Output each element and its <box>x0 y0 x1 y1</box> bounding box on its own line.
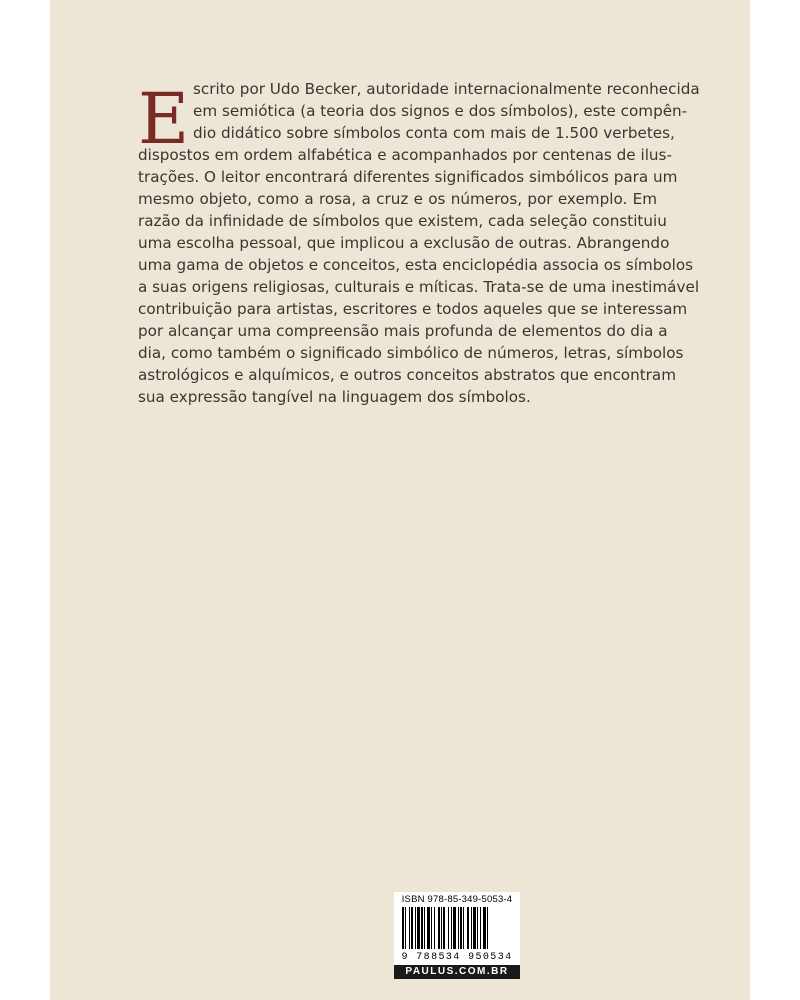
barcode-bars-icon <box>400 907 514 951</box>
text-line: scrito por Udo Becker, autoridade internacionalmente reconhecida <box>193 80 700 98</box>
text-line: trações. O leitor encontrará diferentes significados simbólicos para um <box>138 168 678 186</box>
text-line: uma escolha pessoal, que implicou a exclusão de outras. Abrangendo <box>138 234 670 252</box>
barcode-label <box>394 892 520 965</box>
isbn-number: ISBN 978-85-349-5053-4 <box>401 894 513 905</box>
text-line: dispostos em ordem alfabética e acompanhados por centenas de ilus- <box>138 146 672 164</box>
text-line: dia, como também o significado simbólico de números, letras, símbolos <box>138 344 684 362</box>
barcode-digits: 9 788534 950534 <box>401 952 513 963</box>
text-line: dio didático sobre símbolos conta com mais de 1.500 verbetes, <box>193 124 675 142</box>
synopsis-text <box>138 78 700 408</box>
text-line: uma gama de objetos e conceitos, esta enciclopédia associa os símbolos <box>138 256 694 274</box>
text-line: razão da infinidade de símbolos que existem, cada seleção constituiu <box>138 212 667 230</box>
publisher-url: PAULUS.COM.BR <box>394 965 520 979</box>
text-line: a suas origens religiosas, culturais e míticas. Trata-se de uma inestimável <box>138 278 700 296</box>
drop-cap: E <box>138 78 190 160</box>
isbn-barcode <box>394 892 520 980</box>
book-back-cover <box>50 0 750 1000</box>
text-line: astrológicos e alquímicos, e outros conceitos abstratos que encontram <box>138 366 677 384</box>
text-line: contribuição para artistas, escritores e todos aqueles que se interessam <box>138 300 688 318</box>
text-line: em semiótica (a teoria dos signos e dos símbolos), este compên- <box>193 102 688 120</box>
text-line: mesmo objeto, como a rosa, a cruz e os números, por exemplo. Em <box>138 190 657 208</box>
text-line: sua expressão tangível na linguagem dos símbolos. <box>138 388 531 406</box>
text-line: por alcançar uma compreensão mais profunda de elementos do dia a <box>138 322 668 340</box>
